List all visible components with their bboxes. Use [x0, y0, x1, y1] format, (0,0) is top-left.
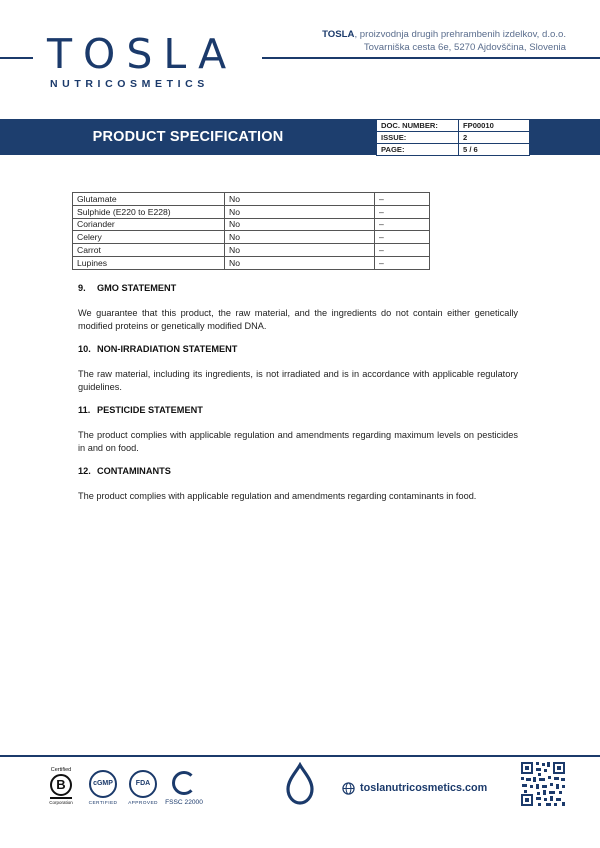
section-pesticide-statement [78, 405, 518, 455]
company-address: Tovarniška cesta 6e, 5270 Ajdovščina, Slovenia [363, 42, 566, 53]
allergen-name: Coriander [73, 218, 225, 231]
allergen-note: – [375, 231, 430, 244]
allergen-name: Sulphide (E220 to E228) [73, 205, 225, 218]
qr-code-icon[interactable] [520, 761, 566, 807]
allergen-present: No [225, 231, 375, 244]
allergen-name: Glutamate [73, 193, 225, 206]
allergen-name: Carrot [73, 244, 225, 257]
section-contaminants [78, 466, 518, 503]
section-heading [78, 283, 518, 293]
cgmp-mark: cGMP [89, 770, 117, 798]
allergen-present: No [225, 256, 375, 269]
fssc-caption: FSSC 22000 [165, 799, 203, 806]
table-row [73, 244, 430, 257]
section-body: The product complies with applicable regulation and amendments regarding contaminants in food. [78, 491, 477, 501]
page-value: 5 / 6 [459, 144, 530, 156]
fssc-logo-icon [172, 771, 196, 795]
section-gmo-statement [78, 283, 518, 333]
footer-rule [0, 755, 600, 757]
cgmp-caption: CERTIFIED [88, 801, 118, 806]
section-number: 9. [78, 283, 86, 293]
allergen-name: Celery [73, 231, 225, 244]
bcorp-letter: B [50, 774, 72, 796]
allergen-present: No [225, 193, 375, 206]
logo-tagline: NUTRICOSMETICS [50, 78, 209, 90]
allergen-name: Lupines [73, 256, 225, 269]
title-band [0, 119, 600, 155]
section-number: 10. [78, 344, 91, 354]
document-info-table [376, 119, 530, 156]
allergen-present: No [225, 205, 375, 218]
fssc-badge [162, 767, 206, 809]
bcorp-top-label: Certified [50, 767, 72, 773]
doc-number-value: FP00010 [459, 120, 530, 132]
section-title: CONTAMINANTS [97, 466, 171, 476]
doc-number-row [377, 120, 530, 132]
fda-mark: FDA [129, 770, 157, 798]
bcorp-bottom-label: Corporation [49, 800, 73, 805]
document-title: PRODUCT SPECIFICATION [92, 129, 284, 145]
section-heading [78, 466, 518, 476]
website-link[interactable] [342, 780, 487, 796]
allergen-note: – [375, 205, 430, 218]
section-number: 12. [78, 466, 91, 476]
header-rule-right [262, 57, 600, 59]
globe-icon [342, 782, 355, 795]
fda-badge [126, 767, 160, 809]
doc-number-label: DOC. NUMBER: [377, 120, 459, 132]
table-row [73, 205, 430, 218]
fda-caption: APPROVED [128, 801, 158, 806]
company-info [322, 28, 566, 54]
page-label: PAGE: [377, 144, 459, 156]
section-title: NON-IRRADIATION STATEMENT [97, 344, 238, 354]
section-body: The raw material, including its ingredients, is not irradiated and is in accordance with applicable regulatory guidelines. [78, 369, 518, 393]
table-row [73, 193, 430, 206]
table-row [73, 231, 430, 244]
page-row [377, 144, 530, 156]
website-url: toslanutricosmetics.com [360, 782, 488, 794]
droplet-logo-icon [284, 762, 316, 806]
allergen-present: No [225, 244, 375, 257]
cgmp-badge [86, 767, 120, 809]
allergen-note: – [375, 244, 430, 257]
company-description: , proizvodnja drugih prehrambenih izdelkov, d.o.o. [354, 29, 566, 40]
issue-row [377, 132, 530, 144]
section-body: The product complies with applicable regulation and amendments regarding maximum levels on pesticides in and on food. [78, 430, 518, 454]
header-rule-left [0, 57, 33, 59]
section-number: 11. [78, 405, 91, 415]
section-heading [78, 344, 518, 354]
table-row [73, 218, 430, 231]
allergen-note: – [375, 218, 430, 231]
bcorp-bar [50, 797, 72, 799]
bcorp-badge [46, 767, 76, 809]
allergen-present: No [225, 218, 375, 231]
company-name: TOSLA [322, 29, 355, 40]
allergen-note: – [375, 256, 430, 269]
issue-label: ISSUE: [377, 132, 459, 144]
section-heading [78, 405, 518, 415]
issue-value: 2 [459, 132, 530, 144]
allergen-table [72, 192, 430, 270]
allergen-note: – [375, 193, 430, 206]
section-non-irradiation-statement [78, 344, 518, 394]
section-body: We guarantee that this product, the raw material, and the ingredients do not contain either genetically modified proteins or genetically modified DNA. [78, 308, 518, 332]
section-title: PESTICIDE STATEMENT [97, 405, 203, 415]
section-title: GMO STATEMENT [97, 283, 177, 293]
table-row [73, 256, 430, 269]
logo-wordmark: TOSLA [47, 30, 238, 78]
